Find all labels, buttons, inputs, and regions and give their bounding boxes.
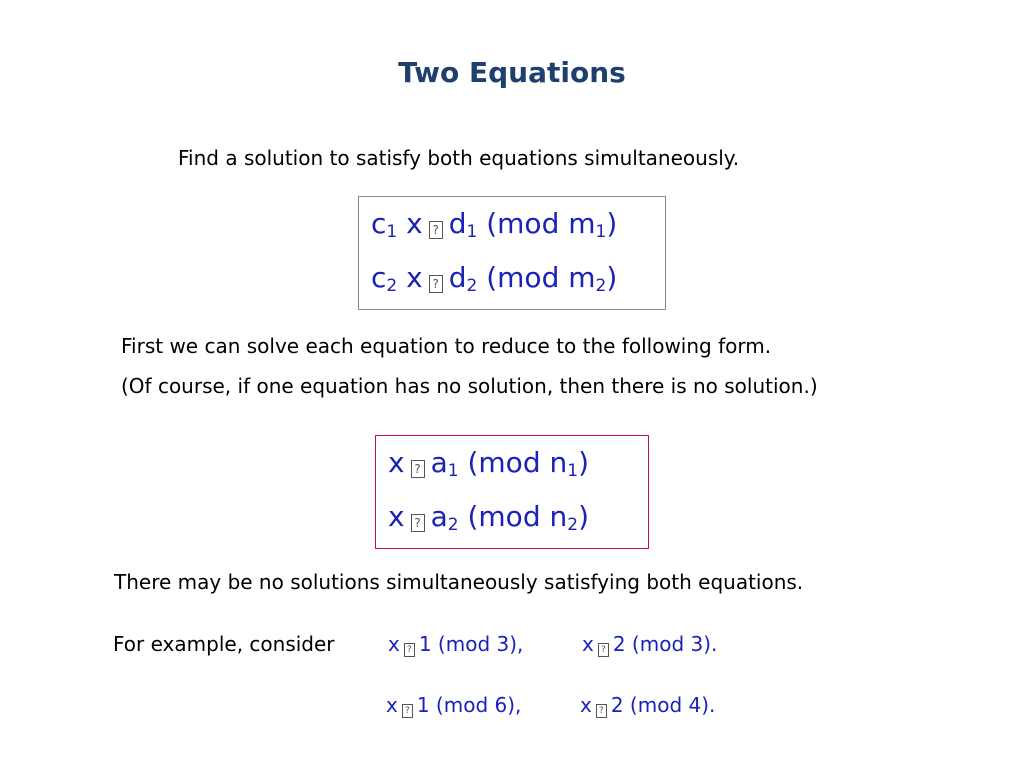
close-paren: ) [578, 500, 589, 533]
var-x: x [388, 632, 400, 656]
slide-title: Two Equations [398, 56, 626, 89]
coef-c: c [371, 261, 387, 294]
modulus: (mod n [467, 500, 568, 533]
close-paren: ) [606, 261, 618, 294]
rhs-a: a [430, 446, 448, 479]
var-x: x [388, 500, 405, 533]
intro-text: Find a solution to satisfy both equations simultaneously. [178, 146, 740, 170]
missing-glyph-icon: ? [404, 643, 415, 657]
missing-glyph-icon: ? [598, 643, 609, 657]
reduction-text: First we can solve each equation to reduce to the following form. [121, 334, 772, 358]
example-congruence-a: 1 (mod 3), [418, 632, 524, 656]
example-congruence-b: 2 (mod 4). [610, 693, 716, 717]
rhs-a-subscript: 2 [447, 515, 459, 535]
equation-box-general [358, 196, 666, 310]
equation-line-2 [371, 261, 617, 295]
missing-glyph-icon: ? [402, 704, 413, 718]
var-x: x [580, 693, 592, 717]
rhs-a-subscript: 1 [447, 461, 459, 481]
rhs-d: d [448, 261, 467, 294]
modulus-subscript: 2 [567, 515, 579, 535]
reduced-line-2 [388, 500, 589, 534]
rhs-d-subscript: 1 [466, 222, 478, 242]
missing-glyph-icon: ? [411, 460, 425, 478]
example-congruence-b: 2 (mod 3). [612, 632, 718, 656]
close-paren: ) [606, 207, 618, 240]
rhs-d: d [448, 207, 467, 240]
reduced-line-1 [388, 446, 589, 480]
missing-glyph-icon: ? [429, 275, 443, 293]
missing-glyph-icon: ? [411, 514, 425, 532]
equation-line-1 [371, 207, 617, 241]
rhs-d-subscript: 2 [466, 276, 478, 296]
example-1 [388, 632, 523, 657]
close-paren: ) [578, 446, 589, 479]
no-simultaneous-solution-text: There may be no solutions simultaneously satisfying both equations. [114, 570, 804, 594]
modulus: (mod n [467, 446, 568, 479]
no-solution-note: (Of course, if one equation has no solution, then there is no solution.) [121, 374, 818, 398]
missing-glyph-icon: ? [429, 221, 443, 239]
modulus-subscript: 1 [567, 461, 579, 481]
coef-c: c [371, 207, 387, 240]
var-x: x [406, 207, 423, 240]
modulus: (mod m [486, 207, 596, 240]
modulus-subscript: 1 [595, 222, 607, 242]
example-prefix: For example, consider [113, 632, 335, 656]
modulus: (mod m [486, 261, 596, 294]
var-x: x [582, 632, 594, 656]
var-x: x [386, 693, 398, 717]
equation-box-reduced [375, 435, 649, 549]
example-4 [580, 693, 715, 718]
example-congruence-a: 1 (mod 6), [416, 693, 522, 717]
coef-c-subscript: 1 [386, 222, 398, 242]
missing-glyph-icon: ? [596, 704, 607, 718]
example-2 [582, 632, 717, 657]
coef-c-subscript: 2 [386, 276, 398, 296]
var-x: x [406, 261, 423, 294]
var-x: x [388, 446, 405, 479]
example-3 [386, 693, 521, 718]
rhs-a: a [430, 500, 448, 533]
modulus-subscript: 2 [595, 276, 607, 296]
